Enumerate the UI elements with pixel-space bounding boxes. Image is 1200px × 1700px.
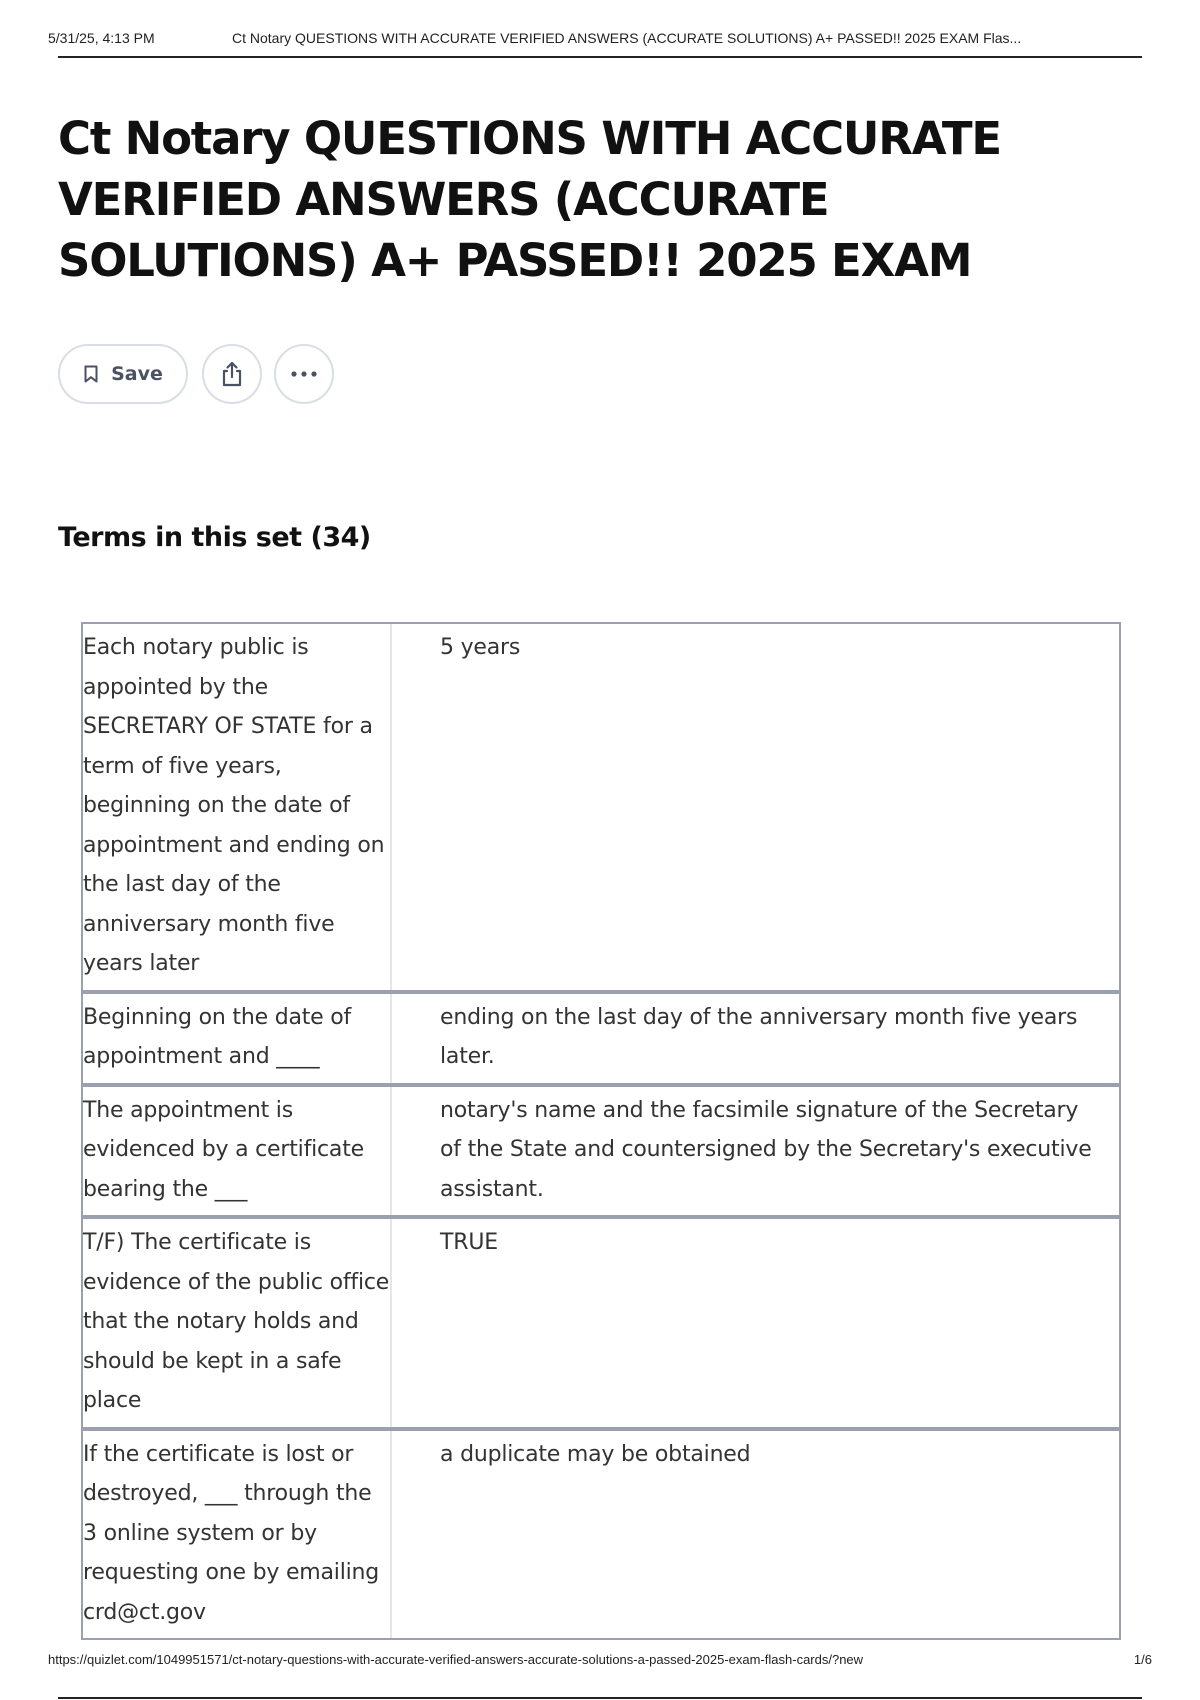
definition-text: a duplicate may be obtained [440,1441,751,1467]
terms-table [81,622,1121,1644]
definition-text: 5 years [440,635,521,660]
save-button[interactable] [58,344,188,404]
print-header [48,30,1140,46]
term-text: Each notary public is appointed by the SECRETARY OF STATE for a term of five years, beginning on the date of appointment and ending on the last day of the anniversary month five years later [83,624,392,990]
print-footer [48,1652,1152,1667]
term-text: Beginning on the date of appointment and ____ [83,994,392,1083]
term-row [81,1085,1121,1218]
term-row [81,1217,1121,1429]
page-title: Ct Notary QUESTIONS WITH ACCURATE VERIFIED ANSWERS (ACCURATE SOLUTIONS) A+ PASSED!! 2025 EXAM [58,112,1001,287]
print-date: 5/31/25, 4:13 PM [48,30,155,46]
share-button[interactable] [202,344,262,404]
more-horizontal-icon [290,370,318,378]
definition-text: TRUE [440,1230,498,1255]
print-doc-title: Ct Notary QUESTIONS WITH ACCURATE VERIFIED ANSWERS (ACCURATE SOLUTIONS) A+ PASSED!! 2025 EXAM Flas... [232,30,1022,46]
bookmark-icon [83,364,99,384]
footer-divider [58,1697,1142,1699]
term-row [81,1429,1121,1641]
term-row [81,622,1121,992]
definition-text: ending on the last day of the anniversary month five years later. [440,1004,1078,1069]
term-text: If the certificate is lost or destroyed, ___ through the 3 online system or by requesting one by emailing crd@ct.gov [83,1431,392,1639]
term-row [81,992,1121,1085]
definition-text: notary's name and the facsimile signature of the Secretary of the State and countersigned by the Secretary's executive assistant. [440,1097,1092,1202]
print-page-number: 1/6 [1133,1652,1152,1667]
save-button-label: Save [111,363,163,385]
print-url: https://quizlet.com/1049951571/ct-notary-questions-with-accurate-verified-answers-accurate-solutions-a-passed-2025-exam-flash-cards/?new [48,1652,864,1667]
term-text: The appointment is evidenced by a certificate bearing the ___ [83,1087,392,1216]
share-icon [219,360,245,388]
terms-heading: Terms in this set (34) [58,522,371,553]
set-actions [58,344,334,404]
term-text: T/F) The certificate is evidence of the public office that the notary holds and should be kept in a safe place [83,1219,392,1427]
more-options-button[interactable] [274,344,334,404]
header-divider [58,56,1142,58]
